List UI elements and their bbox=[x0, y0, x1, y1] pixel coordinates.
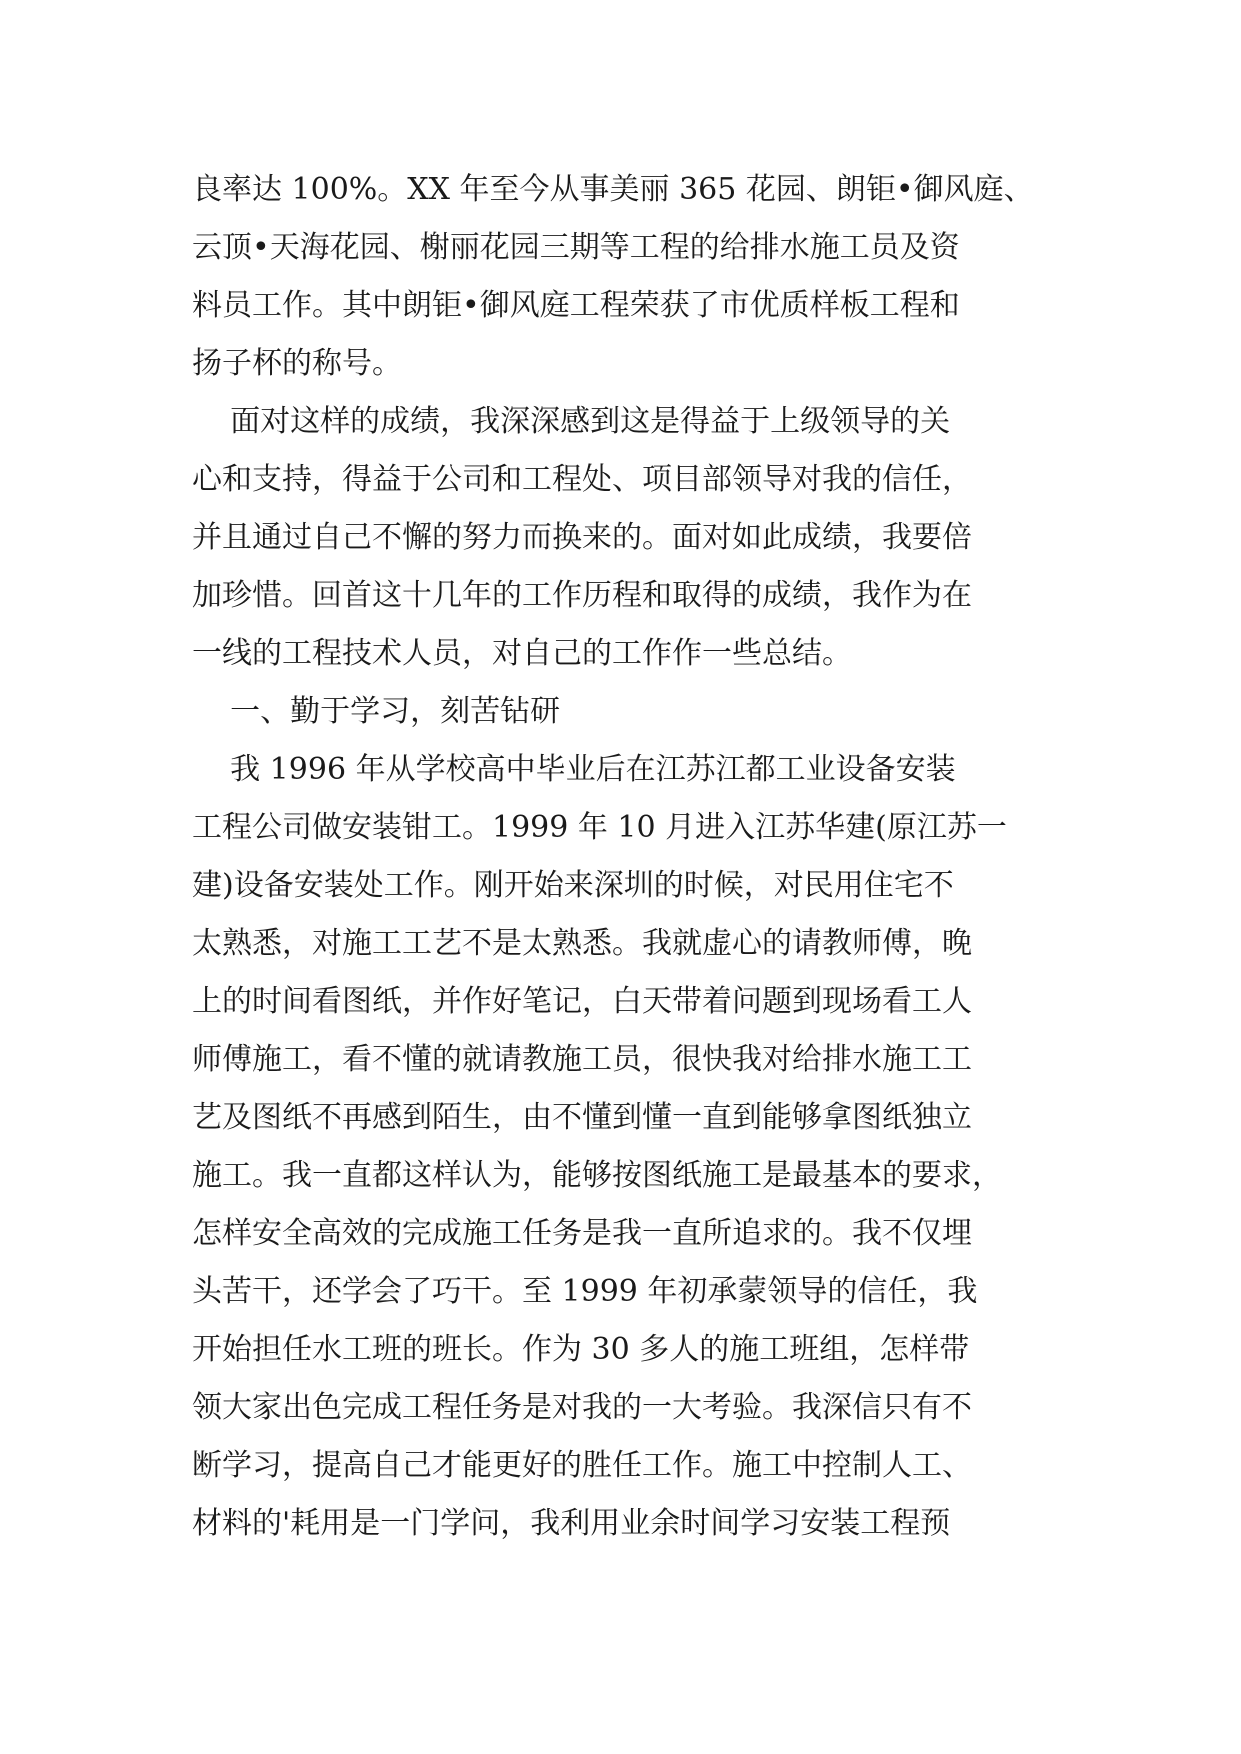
text-line: 扬子杯的称号。 bbox=[192, 346, 402, 381]
text-line: 开始担任水工班的班长。作为 30 多人的施工班组，怎样带 bbox=[192, 1332, 970, 1367]
text-line: 加珍惜。回首这十几年的工作历程和取得的成绩，我作为在 bbox=[192, 578, 972, 613]
text-line: 一线的工程技术人员，对自己的工作作一些总结。 bbox=[192, 636, 852, 671]
section-heading: 一、勤于学习，刻苦钻研 bbox=[192, 694, 561, 729]
text-line: 施工。我一直都这样认为，能够按图纸施工是最基本的要求， bbox=[192, 1158, 1002, 1193]
paragraph-start-line: 我 1996 年从学校高中毕业后在江苏江都工业设备安装 bbox=[192, 752, 956, 787]
text-line: 心和支持，得益于公司和工程处、项目部领导对我的信任， bbox=[192, 462, 972, 497]
text-line: 上的时间看图纸，并作好笔记，白天带着问题到现场看工人 bbox=[192, 984, 972, 1019]
text-line: 工程公司做安装钳工。1999 年 10 月进入江苏华建(原江苏一 bbox=[192, 810, 1007, 845]
text-line: 艺及图纸不再感到陌生，由不懂到懂一直到能够拿图纸独立 bbox=[192, 1100, 972, 1135]
text-line: 头苦干，还学会了巧干。至 1999 年初承蒙领导的信任，我 bbox=[192, 1274, 978, 1309]
paragraph-start-line: 面对这样的成绩，我深深感到这是得益于上级领导的关 bbox=[192, 404, 951, 439]
text-line: 云顶•天海花园、榭丽花园三期等工程的给排水施工员及资 bbox=[192, 230, 960, 265]
text-line: 建)设备安装处工作。刚开始来深圳的时候，对民用住宅不 bbox=[192, 868, 954, 903]
text-line: 领大家出色完成工程任务是对我的一大考验。我深信只有不 bbox=[192, 1390, 972, 1425]
text-line: 师傅施工，看不懂的就请教施工员，很快我对给排水施工工 bbox=[192, 1042, 972, 1077]
body-text bbox=[192, 161, 1072, 1553]
text-line: 断学习，提高自己才能更好的胜任工作。施工中控制人工、 bbox=[192, 1448, 972, 1483]
text-line: 良率达 100%。XX 年至今从事美丽 365 花园、朗钜•御风庭、 bbox=[192, 172, 1034, 207]
text-line: 太熟悉，对施工工艺不是太熟悉。我就虚心的请教师傅，晚 bbox=[192, 926, 972, 961]
text-line: 怎样安全高效的完成施工任务是我一直所追求的。我不仅埋 bbox=[192, 1216, 972, 1251]
text-line: 料员工作。其中朗钜•御风庭工程荣获了市优质样板工程和 bbox=[192, 288, 960, 323]
text-line: 并且通过自己不懈的努力而换来的。面对如此成绩，我要倍 bbox=[192, 520, 972, 555]
text-line: 材料的'耗用是一门学问，我利用业余时间学习安装工程预 bbox=[192, 1506, 951, 1541]
